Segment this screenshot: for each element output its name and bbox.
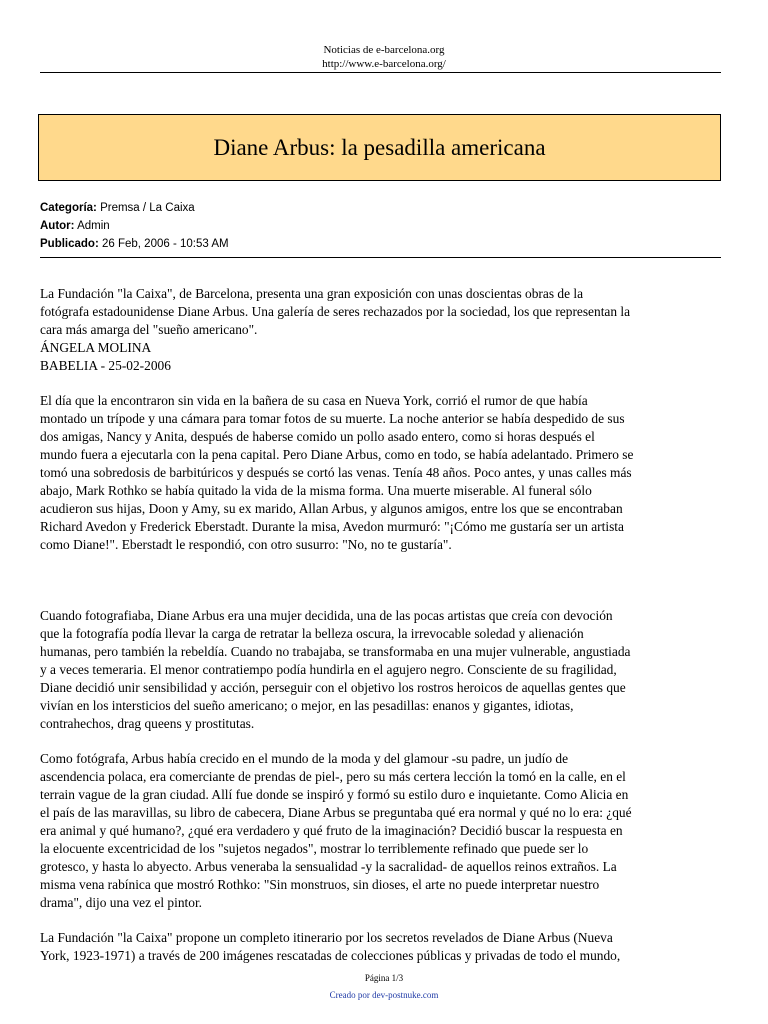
site-title: Noticias de e-barcelona.org	[323, 44, 445, 56]
meta-author	[40, 217, 229, 235]
body-line: dos amigas, Nancy y Anita, después de haberse comido un pollo asado entero, como si horas después el	[40, 429, 595, 444]
body-line: era animal y qué humano?, ¿qué era verdadero y qué fruto de la imaginación? Decidió buscar la respuesta en	[40, 823, 623, 838]
body-line: grotesco, y hasta lo abyecto. Arbus veneraba la sensualidad -y la sacralidad- de aquellos reinos extraños. La	[40, 859, 617, 874]
paragraph-2	[40, 392, 730, 554]
article-body	[40, 285, 730, 965]
page-header	[40, 43, 728, 71]
published-label: Publicado:	[40, 238, 99, 250]
meta-category	[40, 199, 229, 217]
body-line: ascendencia polaca, era comerciante de prendas de piel-, pero su más certera lección la tomó en la calle, en el	[40, 769, 626, 784]
body-line: contrahechos, drag queens y prostitutas.	[40, 716, 255, 731]
body-line: Richard Avedon y Frederick Eberstadt. Durante la misa, Avedon murmuró: "¡Cómo me gustaría ser un artista	[40, 519, 624, 534]
meta-published	[40, 235, 229, 253]
body-line: El día que la encontraron sin vida en la bañera de su casa en Nueva York, corrió el rumor de que había	[40, 393, 588, 408]
category-value: Premsa / La Caixa	[100, 202, 195, 214]
body-line: acudieron sus hijas, Doon y Amy, su ex marido, Allan Arbus, y algunos amigos, entre los que se encontraban	[40, 501, 623, 516]
paragraph-5	[40, 929, 730, 965]
body-line: que la fotografía podía llevar la carga de retratar la belleza oscura, la irrevocable soledad y alienación	[40, 626, 584, 641]
body-line: misma vena rabínica que mostró Rothko: "Sin monstruos, sin dioses, el arte no puede interpretar nuestro	[40, 877, 600, 892]
body-line: terrain vague de la gran ciudad. Allí fue donde se inspiró y formó su estilo duro e inquietante. Como Alicia en	[40, 787, 629, 802]
body-line: como Diane!". Eberstadt le respondió, con otro susurro: "No, no te gustaría".	[40, 537, 452, 552]
page-number: Página 1/3	[364, 973, 404, 983]
body-line: tomó una sobredosis de barbitúricos y después se cortó las venas. Tenía 48 años. Poco antes, y unas calles más	[40, 465, 632, 480]
body-line: mundo fuera a ejecutarla con la pena capital. Pero Diane Arbus, como en todo, se había adelantado. Primero se	[40, 447, 634, 462]
body-line: cara más amarga del "sueño americano".	[40, 322, 258, 337]
site-url[interactable]: http://www.e-barcelona.org/	[322, 58, 446, 70]
body-line: York, 1923-1971) a través de 200 imágenes rescatadas de colecciones públicas y privadas de todo el mundo,	[40, 948, 621, 963]
author-value: Admin	[77, 220, 110, 232]
page-footer	[0, 970, 768, 1004]
author-label: Autor:	[40, 220, 75, 232]
body-line: Como fotógrafa, Arbus había crecido en el mundo de la moda y del glamour -su padre, un judío de	[40, 751, 569, 766]
body-line: Cuando fotografiaba, Diane Arbus era una mujer decidida, una de las pocas artistas que creía con devoción	[40, 608, 613, 623]
paragraph-3	[40, 607, 730, 733]
body-line: y a veces temeraria. El menor contratiempo podía hundirla en el agujero negro. Consciente de su fragilidad,	[40, 662, 617, 677]
body-line: vivían en los intersticios del sueño americano; o mejor, en las pesadillas: enanos y gigantes, idiotas,	[40, 698, 574, 713]
article-title: Diane Arbus: la pesadilla americana	[213, 134, 546, 160]
body-line: la elocuente excentricidad de los "sujetos negados", mostrar lo terriblemente refinado que puede ser lo	[40, 841, 589, 856]
body-line: abajo, Mark Rothko se había quitado la vida de la misma forma. Una muerte miserable. Al funeral sólo	[40, 483, 592, 498]
body-line: Diane decidió unir sensibilidad y acción, perseguir con el objetivo los rostros heroicos de aquellas gentes que	[40, 680, 626, 695]
title-box	[38, 114, 721, 181]
body-line: La Fundación "la Caixa" propone un completo itinerario por los secretos revelados de Diane Arbus (Nueva	[40, 930, 613, 945]
body-line: fotógrafa estadounidense Diane Arbus. Una galería de seres rechazados por la sociedad, los que representan la	[40, 304, 631, 319]
article-meta	[40, 199, 229, 253]
author-byline: ÁNGELA MOLINA	[40, 340, 152, 355]
body-line: drama", dijo una vez el pintor.	[40, 895, 203, 910]
body-line: montado un trípode y una cámara para tomar fotos de su muerte. La noche anterior se había despedido de sus	[40, 411, 625, 426]
body-line: el país de las maravillas, su libro de cabecera, Diane Arbus se preguntaba qué era normal y qué no lo era: ¿qué	[40, 805, 632, 820]
paragraph-4	[40, 750, 730, 912]
category-label: Categoría:	[40, 202, 97, 214]
credit-link[interactable]: Creado por dev-postnuke.com	[329, 990, 439, 1000]
published-value: 26 Feb, 2006 - 10:53 AM	[101, 238, 229, 250]
body-line: humanas, pero también la rebeldía. Cuando no trabajaba, se transformaba en una mujer vulnerable, angustiada	[40, 644, 631, 659]
header-divider	[40, 72, 721, 73]
paragraph-intro	[40, 285, 730, 375]
meta-divider	[40, 257, 721, 258]
source-byline: BABELIA - 25-02-2006	[40, 358, 171, 373]
body-line: La Fundación "la Caixa", de Barcelona, presenta una gran exposición con unas doscientas obras de la	[40, 286, 584, 301]
